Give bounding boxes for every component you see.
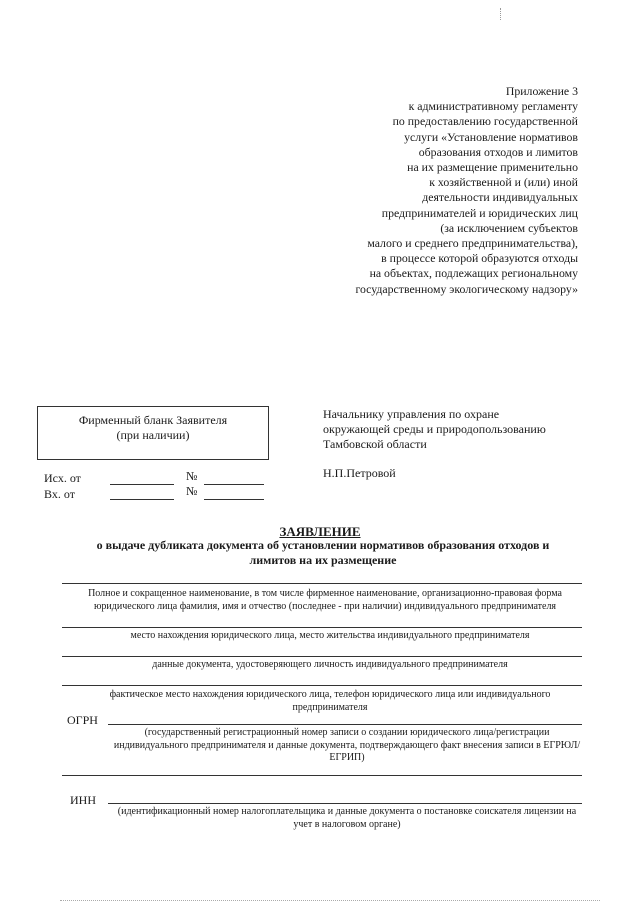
ogrn-label: ОГРН (67, 713, 98, 727)
letterhead-note: (при наличии) (116, 428, 190, 442)
appendix-line: (за исключением субъектов (440, 220, 578, 235)
incoming-number-label: № (186, 484, 198, 498)
addressee-block (323, 407, 603, 452)
appendix-line: к хозяйственной и (или) иной (429, 175, 578, 190)
appendix-line: на их размещение применительно (407, 160, 578, 175)
outgoing-label: Исх. от (44, 471, 81, 485)
actual-address-field[interactable] (62, 685, 582, 686)
appendix-line: малого и среднего предпринимательства), (367, 236, 578, 251)
incoming-label: Вх. от (44, 487, 75, 501)
page-edge (60, 900, 600, 901)
inn-caption: (идентификационный номер налогоплательщика и данные документа о постановке соискателя лицензии на учет в налоговом органе) (117, 806, 577, 830)
location-caption: место нахождения юридического лица, место жительства индивидуального предпринимателя (130, 630, 530, 641)
appendix-line: по предоставлению государственной (392, 114, 578, 129)
ogrn-caption: (государственный регистрационный номер записи о создании юридического лица/регистрации индивидуального предпринимателя и данные документа, подтверждающего факт внесения записи в ЕГРЮЛ/ЕГРИП) (113, 727, 581, 763)
name-field[interactable] (62, 583, 582, 584)
identity-caption: данные документа, удостоверяющего личность индивидуального предпринимателя (152, 659, 508, 670)
actual-address-caption: фактическое место нахождения юридического лица, телефон юридического лица или индивидуального предпринимателя (109, 689, 551, 713)
letterhead-box[interactable] (37, 406, 269, 460)
addressee-line: Начальнику управления по охране (323, 407, 500, 421)
outgoing-date-field[interactable] (110, 484, 174, 485)
document-subtitle: о выдаче дубликата документа об установлении нормативов образования отходов и лимитов на их размещение (96, 538, 550, 567)
appendix-line: образования отходов и лимитов (418, 144, 578, 159)
appendix-block (248, 84, 578, 297)
document-title: ЗАЯВЛЕНИЕ (279, 524, 361, 539)
appendix-line: услуги «Установление нормативов (404, 129, 578, 144)
addressee-line: окружающей среды и природопользованию (323, 422, 546, 436)
incoming-number-field[interactable] (204, 499, 264, 500)
appendix-line: государственному экологическому надзору» (355, 281, 578, 296)
outgoing-number-field[interactable] (204, 484, 264, 485)
addressee-name: Н.П.Петровой (323, 466, 396, 480)
inn-field[interactable] (108, 803, 582, 804)
scan-mark (500, 8, 502, 20)
outgoing-number-label: № (186, 469, 198, 483)
ogrn-field[interactable] (108, 724, 582, 725)
appendix-line: на объектах, подлежащих региональному (369, 266, 578, 281)
extra-line-field[interactable] (62, 775, 582, 776)
name-caption: Полное и сокращенное наименование, в том числе фирменное наименование, организационно-правовая форма юридического лица фамилия, имя и отчество (последнее - при наличии) индивидуального предпринимателя (88, 588, 562, 612)
inn-label: ИНН (70, 793, 96, 807)
appendix-line: в процессе которой образуются отходы (381, 251, 578, 266)
appendix-line: к административному регламенту (408, 99, 578, 114)
appendix-line: деятельности индивидуальных (422, 190, 578, 205)
appendix-line: предпринимателей и юридических лиц (381, 205, 578, 220)
letterhead-title: Фирменный бланк Заявителя (78, 413, 228, 427)
appendix-line: Приложение 3 (505, 84, 578, 98)
incoming-date-field[interactable] (110, 499, 174, 500)
addressee-line: Тамбовской области (323, 437, 427, 451)
identity-field[interactable] (62, 656, 582, 657)
location-field[interactable] (62, 627, 582, 628)
